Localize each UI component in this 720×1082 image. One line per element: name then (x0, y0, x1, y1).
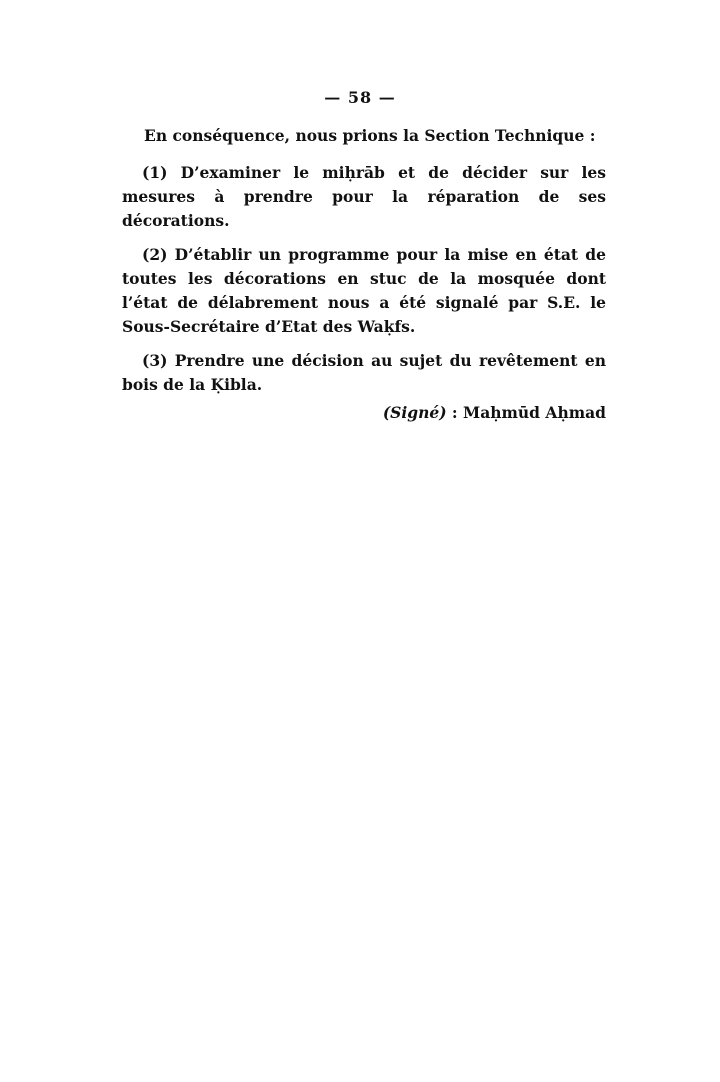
signature-line (122, 401, 606, 425)
item-paragraph-3: (3) Prendre une décision au sujet du revêtement en bois de la Ḳibla. (122, 351, 606, 394)
item-paragraph-2: (2) D’établir un programme pour la mise en état de toutes les décorations en stuc de la mosquée dont l’état de délabrement nous a été signalé par S.E. le Sous-Secrétaire d’Etat des Waḳfs. (122, 245, 606, 336)
intro-paragraph: En conséquence, nous prions la Section Technique : (144, 126, 596, 145)
body-text (122, 124, 606, 425)
signature-label: (Signé) (382, 403, 447, 422)
page-number: — 58 — (324, 88, 396, 107)
signature-name: Maḥmūd Aḥmad (463, 403, 606, 422)
item-paragraph-1: (1) D’examiner le miḥrāb et de décider sur les mesures à prendre pour la réparation de ses décorations. (122, 163, 606, 230)
signature-separator: : (446, 403, 464, 422)
